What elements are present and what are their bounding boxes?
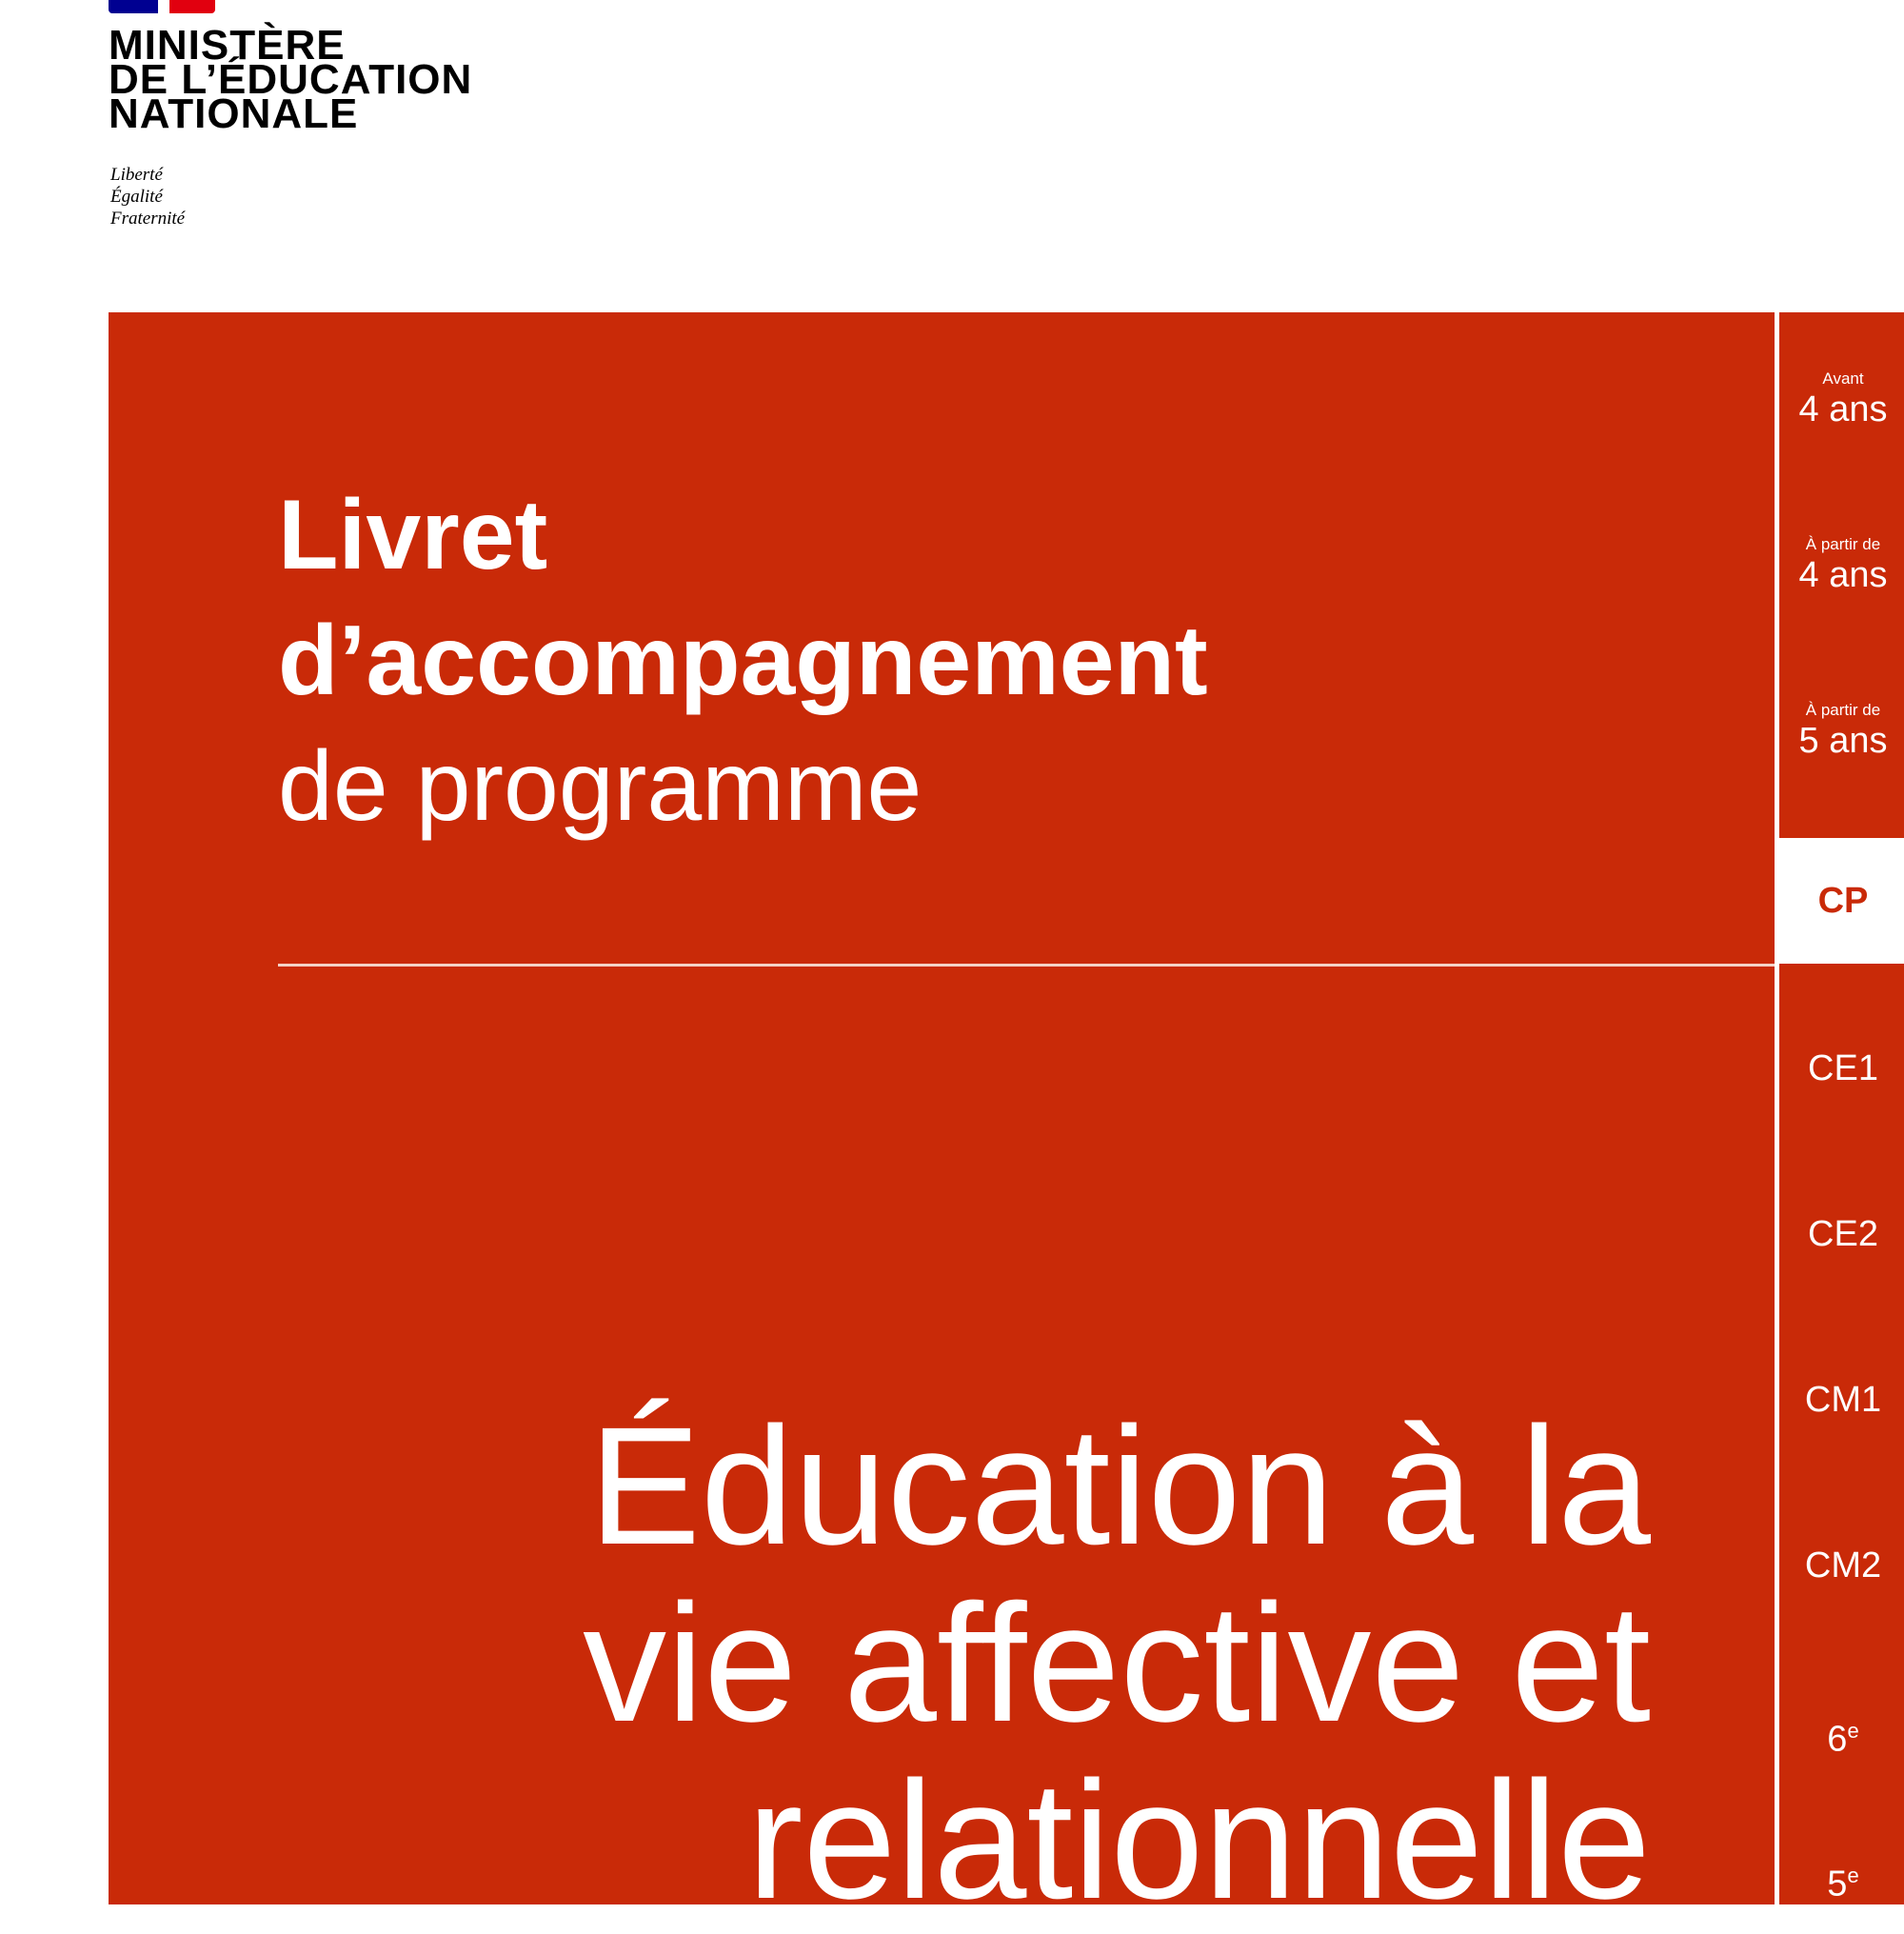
level-label: 4 ans <box>1798 555 1888 595</box>
ministry-line-1: MINISTÈRE <box>109 22 346 69</box>
level-cp-active <box>1779 838 1904 964</box>
level-label: 5 ans <box>1798 721 1888 761</box>
republic-flag-logo <box>109 0 215 13</box>
marianne-blue-icon <box>109 0 158 13</box>
level-before-4 <box>1779 369 1904 430</box>
motto-fraternite: Fraternité <box>110 209 186 229</box>
ministry-line-3: NATIONALE <box>109 90 359 137</box>
title-line-1: Éducation à la <box>588 1393 1651 1580</box>
ministry-line-2: DE L’ÉDUCATION <box>109 56 473 103</box>
level-from-5 <box>1779 701 1904 762</box>
ministry-name <box>109 22 473 137</box>
level-label: CM2 <box>1804 1545 1882 1585</box>
page-title <box>318 1393 1651 1934</box>
document-type <box>278 472 1208 849</box>
level-label: 6 <box>1827 1719 1848 1760</box>
motto-egalite: Égalité <box>110 187 163 207</box>
level-6e <box>1779 1710 1904 1761</box>
marianne-red-icon <box>169 0 215 13</box>
level-ce1 <box>1779 1047 1904 1089</box>
level-label: CP <box>1817 881 1869 921</box>
title-line-2: vie affective et <box>583 1570 1651 1757</box>
level-label: 5 <box>1827 1864 1848 1904</box>
level-prefix: À partir de <box>1805 701 1881 719</box>
cover-panel <box>109 312 1775 1934</box>
level-label: 4 ans <box>1798 389 1888 429</box>
level-from-4 <box>1779 535 1904 596</box>
cover-divider <box>278 964 1775 967</box>
level-prefix: Avant <box>1822 369 1864 388</box>
subtitle-line-2: d’accompagnement <box>278 606 1208 716</box>
title-line-3: relationnelle <box>746 1747 1651 1934</box>
level-label: CE2 <box>1808 1214 1878 1254</box>
level-cm2 <box>1779 1545 1904 1586</box>
level-suffix: e <box>1847 1864 1859 1887</box>
subtitle-line-3: de programme <box>278 731 922 842</box>
level-label: CM1 <box>1804 1380 1882 1420</box>
level-prefix: À partir de <box>1805 535 1881 553</box>
level-label: CE1 <box>1808 1048 1878 1088</box>
level-ce2 <box>1779 1213 1904 1255</box>
level-suffix: e <box>1847 1719 1859 1743</box>
level-5e <box>1779 1855 1904 1905</box>
republic-motto <box>110 164 185 229</box>
level-sidebar <box>1776 312 1904 1904</box>
subtitle-line-1: Livret <box>278 480 548 590</box>
motto-liberte: Liberté <box>110 165 163 185</box>
level-cm1 <box>1779 1379 1904 1421</box>
